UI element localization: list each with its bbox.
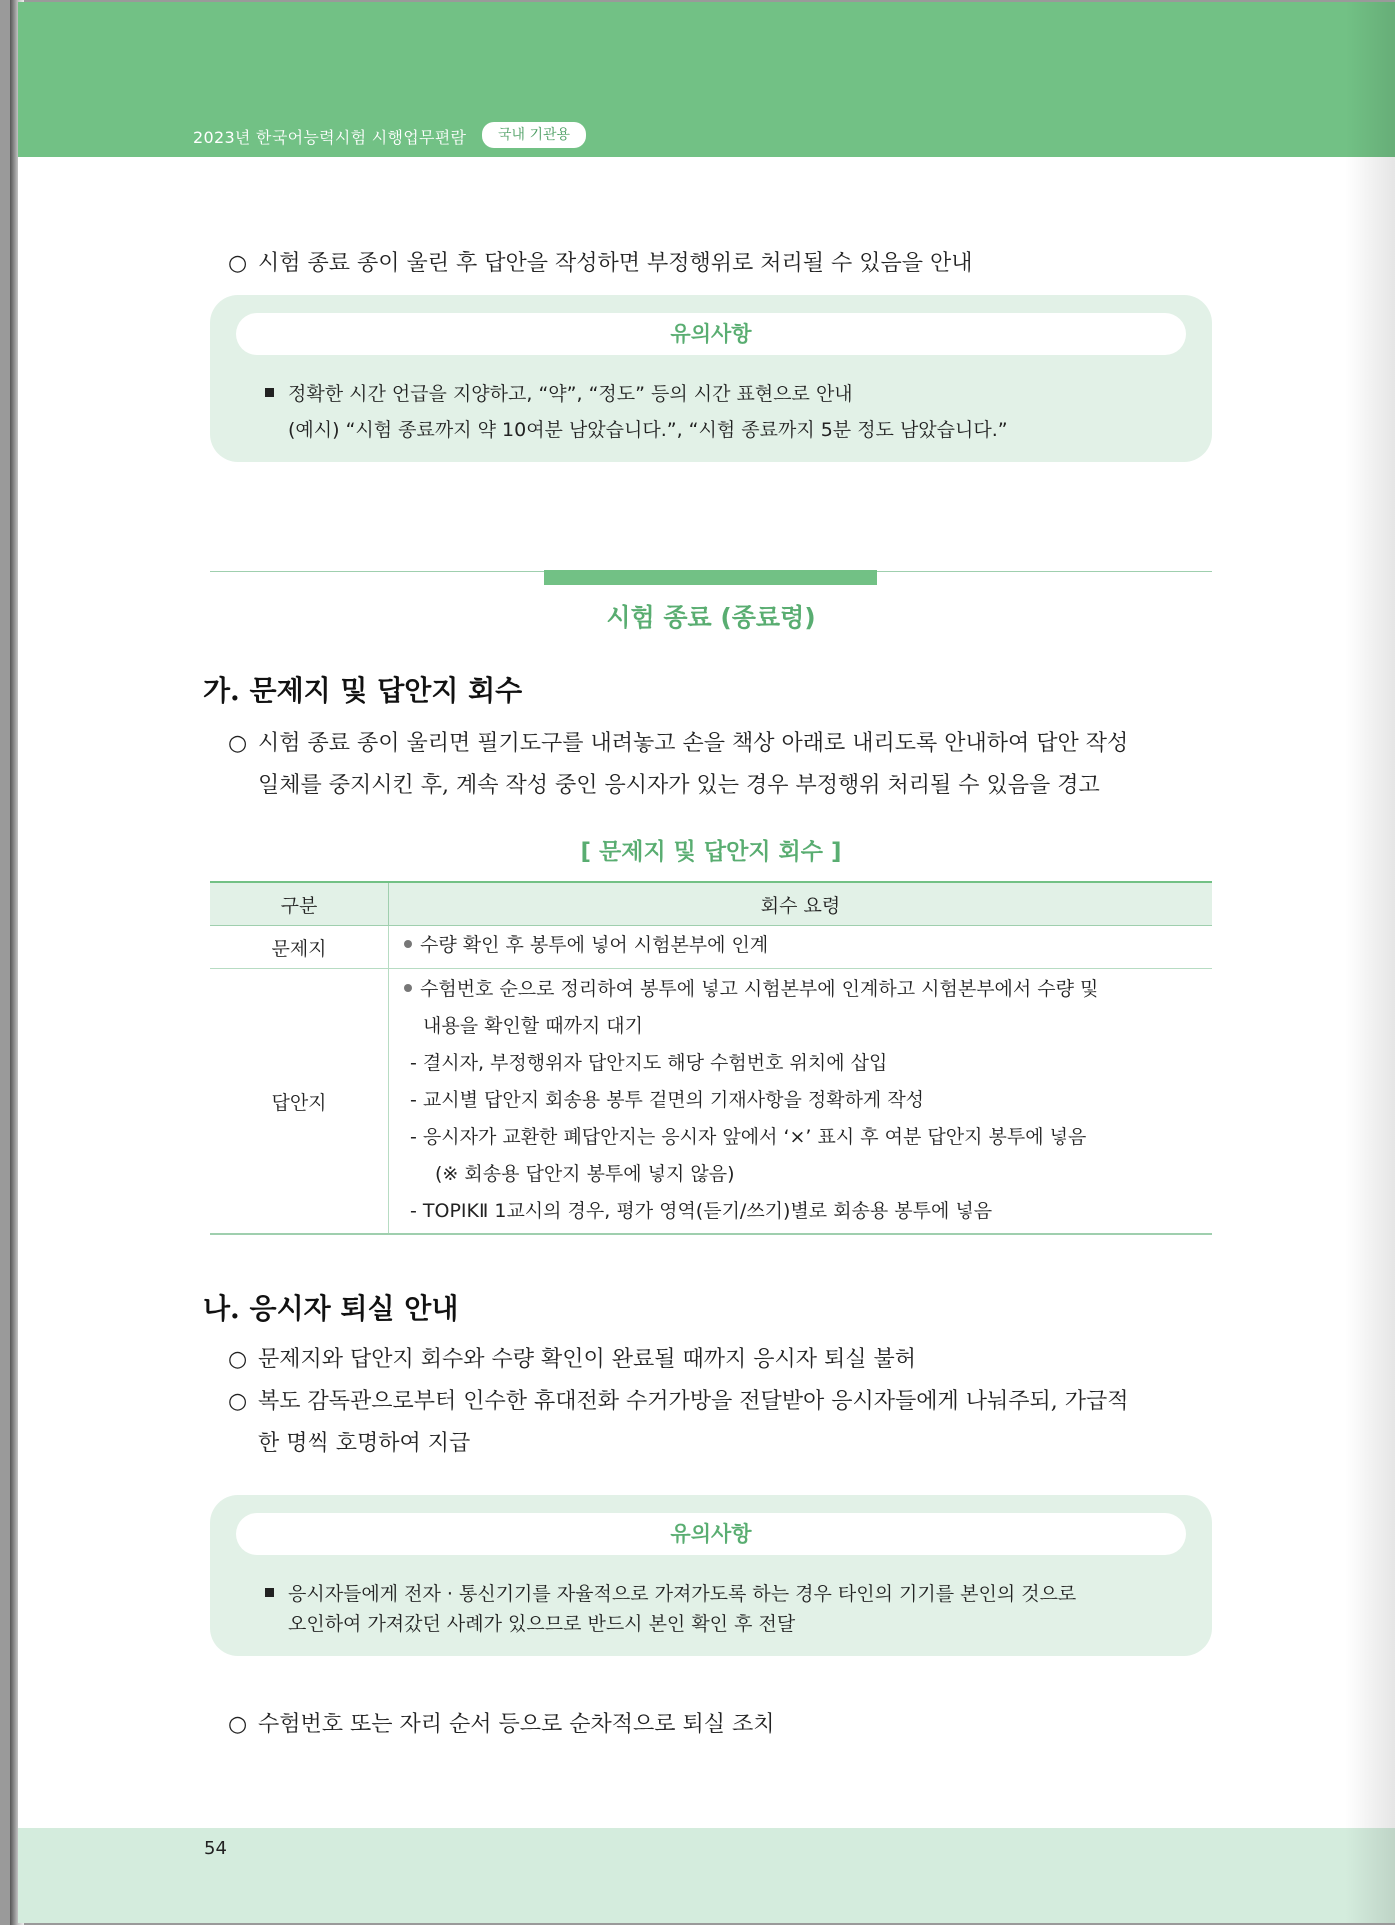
top-item-text: 시험 종료 종이 울린 후 답안을 작성하면 부정행위로 처리될 수 있음을 안내	[258, 251, 973, 276]
section-b-item-2-line-1: 복도 감독관으로부터 인수한 휴대전화 수거가방을 전달받아 응시자들에게 나눠주되, 가급적	[258, 1389, 1129, 1414]
table-row	[210, 926, 1212, 969]
caution-box-2-title: 유의사항	[236, 1513, 1186, 1555]
circle-bullet-icon: ○	[228, 731, 248, 756]
page-edge-shadow	[1345, 2, 1395, 1923]
circle-bullet-icon: ○	[228, 1712, 248, 1737]
heading-section-a: 가. 문제지 및 답안지 회수	[203, 674, 523, 707]
caution-box-1-title: 유의사항	[236, 313, 1186, 355]
table-cell-content	[389, 926, 1213, 969]
table-cell-line: 내용을 확인할 때까지 대기	[423, 1015, 644, 1037]
header-badge: 국내 기관용	[482, 122, 586, 148]
section-a-item-line-1: 시험 종료 종이 울리면 필기도구를 내려놓고 손을 책상 아래로 내리도록 안내하여 답안 작성	[258, 731, 1129, 756]
section-b-list-item-1	[228, 1339, 1228, 1381]
caution-box-2-line-1: 응시자들에게 전자 · 통신기기를 자율적으로 가져가도록 하는 경우 타인의 기기를 본인의 것으로	[265, 1579, 1182, 1609]
dot-bullet-icon	[404, 984, 412, 992]
table-cell-label: 문제지	[210, 926, 389, 969]
section-a-item-line-2: 일체를 중지시킨 후, 계속 작성 중인 응시자가 있는 경우 부정행위 처리될 수 있음을 경고	[258, 773, 1100, 798]
section-title: 시험 종료 (종료령)	[606, 603, 816, 632]
document-page	[18, 2, 1395, 1923]
table-header-procedure: 회수 요령	[389, 882, 1213, 926]
table-cell-line: (※ 회송용 답안지 봉투에 넣지 않음)	[435, 1163, 735, 1185]
table-cell-line: 수량 확인 후 봉투에 넣어 시험본부에 인계	[390, 927, 1211, 964]
circle-bullet-icon: ○	[228, 1347, 248, 1372]
section-divider-bar	[544, 570, 877, 585]
dot-bullet-icon	[404, 940, 412, 948]
table-caption: [ 문제지 및 답안지 회수 ]	[580, 839, 842, 865]
table-row	[210, 969, 1212, 1235]
page-number: 54	[204, 1838, 227, 1859]
caution-box-1-line-1: 정확한 시간 언급을 지양하고, “약”, “정도” 등의 시간 표현으로 안내	[265, 379, 1182, 409]
circle-bullet-icon: ○	[228, 1389, 248, 1414]
top-list-item	[228, 243, 1228, 285]
square-bullet-icon	[265, 1588, 274, 1597]
collection-table	[210, 881, 1212, 1235]
square-bullet-icon	[265, 388, 274, 397]
caution-box-1	[210, 295, 1212, 462]
table-cell-label: 답안지	[210, 969, 389, 1235]
section-b-item-2-line-2: 한 명씩 호명하여 지급	[258, 1431, 471, 1456]
table-cell-content	[389, 969, 1213, 1235]
caution-box-1-line-2: (예시) “시험 종료까지 약 10여분 남았습니다.”, “시험 종료까지 5분 정도 남았습니다.”	[288, 419, 1008, 441]
table-cell-line: - 응시자가 교환한 폐답안지는 응시자 앞에서 ‘×’ 표시 후 여분 답안지 봉투에 넣음	[410, 1126, 1087, 1148]
table-cell-line: - 결시자, 부정행위자 답안지도 해당 수험번호 위치에 삽입	[410, 1052, 888, 1074]
section-b-list-item-2	[228, 1381, 1228, 1465]
table-cell-line: - TOPIKⅡ 1교시의 경우, 평가 영역(듣기/쓰기)별로 회송용 봉투에 넣음	[410, 1200, 993, 1222]
section-b-item-1-text: 문제지와 답안지 회수와 수량 확인이 완료될 때까지 응시자 퇴실 불허	[258, 1347, 916, 1372]
caution-box-2	[210, 1495, 1212, 1656]
circle-bullet-icon: ○	[228, 251, 248, 276]
caution-box-2-line-2: 오인하여 가져갔던 사례가 있으므로 반드시 본인 확인 후 전달	[288, 1613, 796, 1635]
section-a-list-item	[228, 723, 1228, 807]
table-cell-line: 수험번호 순으로 정리하여 봉투에 넣고 시험본부에 인계하고 시험본부에서 수량 및	[390, 971, 1211, 1008]
table-cell-line: - 교시별 답안지 회송용 봉투 겉면의 기재사항을 정확하게 작성	[410, 1089, 925, 1111]
last-list-item	[228, 1704, 1228, 1746]
table-header-row	[210, 882, 1212, 926]
table-header-category: 구분	[210, 882, 389, 926]
header-title: 2023년 한국어능력시험 시행업무편람	[193, 128, 467, 147]
last-item-text: 수험번호 또는 자리 순서 등으로 순차적으로 퇴실 조치	[258, 1712, 775, 1737]
heading-section-b: 나. 응시자 퇴실 안내	[203, 1292, 459, 1325]
